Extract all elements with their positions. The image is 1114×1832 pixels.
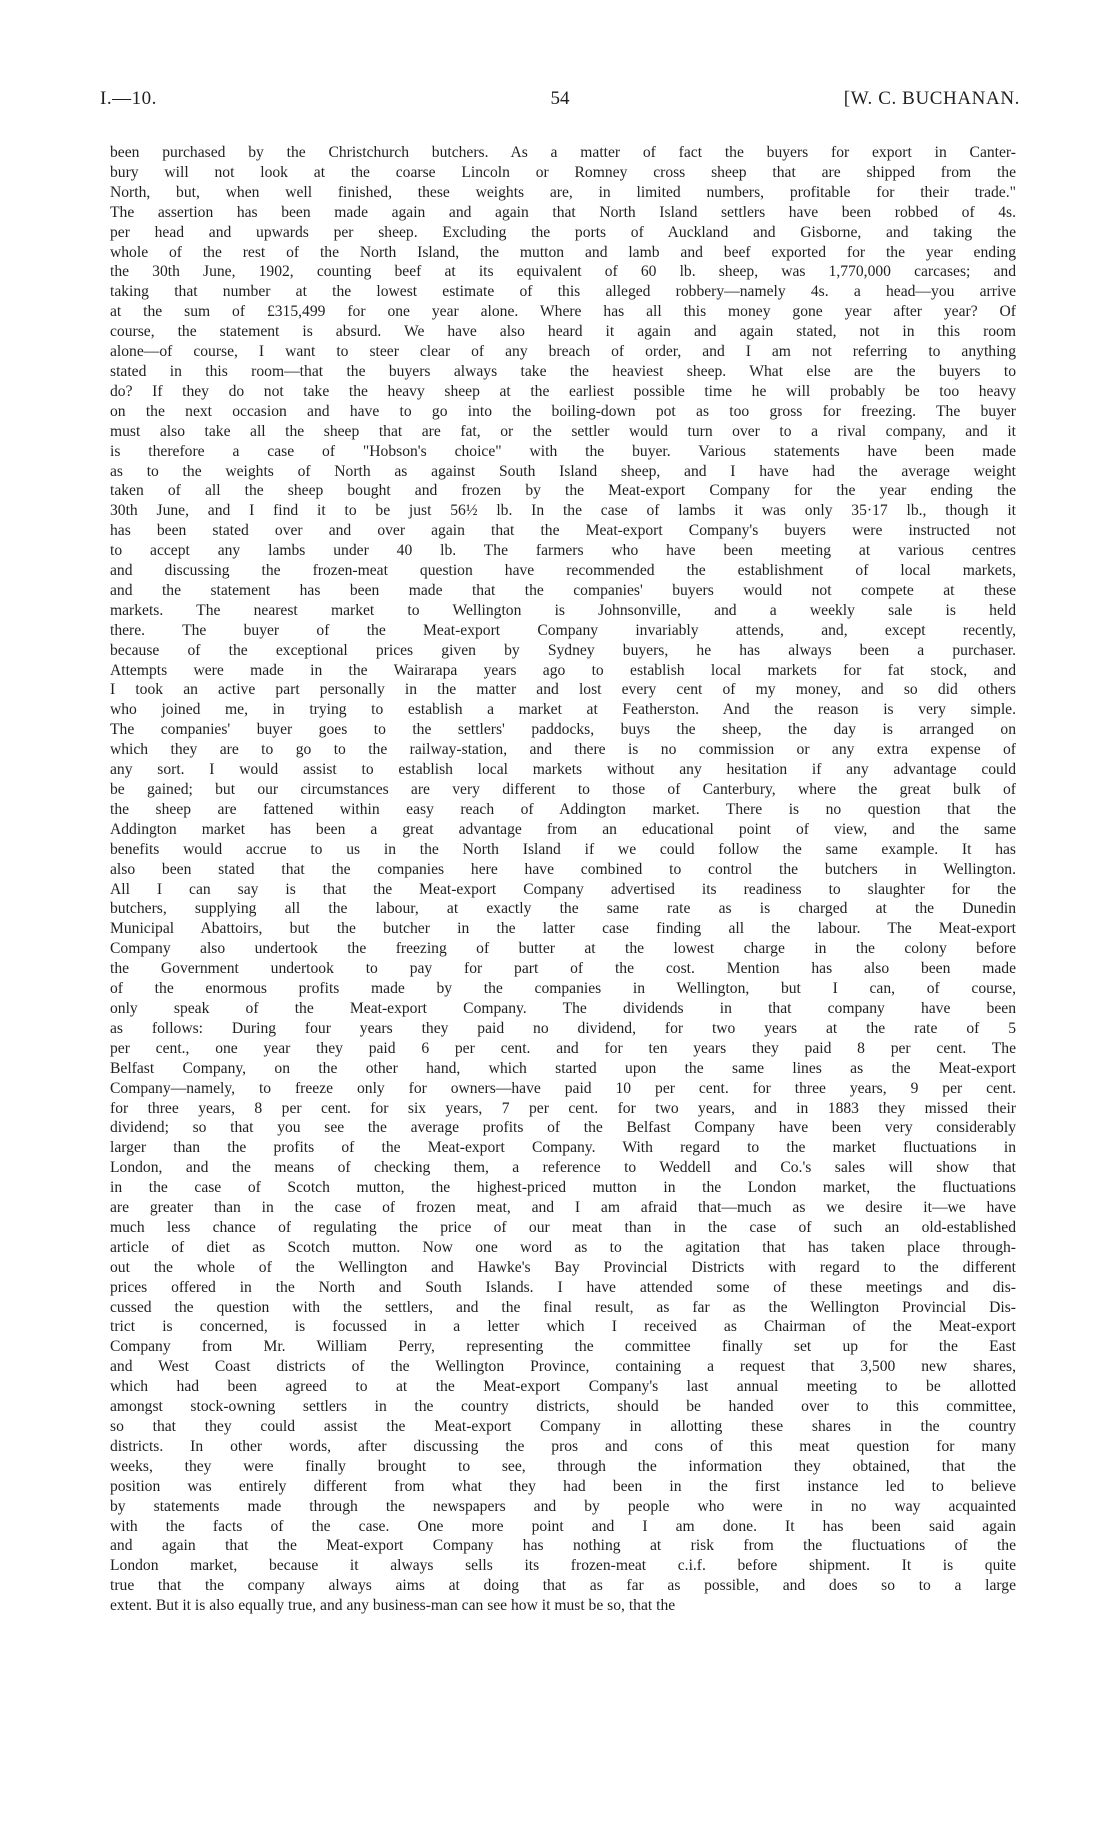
text-line: I took an active part personally in the matter and lost every cent of my money, and so did others (110, 681, 1016, 699)
text-line: as to the weights of North as against South Island sheep, and I have had the average weight (110, 462, 1016, 480)
text-line: has been stated over and over again that the Meat-export Company's buyers were instructed not (110, 522, 1016, 540)
text-line: larger than the profits of the Meat-export Company. With regard to the market fluctuations in (110, 1139, 1016, 1157)
text-line: the Government undertook to pay for part of the cost. Mention has also been made (110, 960, 1016, 978)
text-line: The companies' buyer goes to the settlers' paddocks, buys the sheep, the day is arranged on (110, 721, 1016, 739)
text-line: be gained; but our circumstances are very different to those of Canterbury, where the great bulk of (110, 781, 1016, 798)
speaker-name: [W. C. BUCHANAN. (843, 88, 1020, 109)
text-line: true that the company always aims at doing that as far as possible, and does so to a large (110, 1577, 1016, 1595)
text-line: at the sum of £315,499 for one year alone. Where has all this money gone year after year? Of (110, 303, 1016, 321)
text-line: there. The buyer of the Meat-export Company invariably attends, and, except recently, (110, 621, 1016, 639)
text-line: in the case of Scotch mutton, the highest-priced mutton in the London market, the fluctuations (110, 1179, 1016, 1197)
text-line: cussed the question with the settlers, and the final result, as far as the Wellington Provincial Dis- (110, 1298, 1016, 1316)
text-line: much less chance of regulating the price of our meat than in the case of such an old-established (110, 1218, 1016, 1236)
text-line: which had been agreed to at the Meat-export Company's last annual meeting to be allotted (110, 1378, 1016, 1396)
page-number: 54 (550, 88, 570, 109)
document-reference: I.—10. (100, 88, 157, 109)
text-line: which they are to go to the railway-station, and there is no commission or any extra expense of (110, 741, 1016, 759)
text-line: All I can say is that the Meat-export Company advertised its readiness to slaughter for the (110, 880, 1016, 898)
text-line: course, the statement is absurd. We have also heard it again and again stated, not in this room (110, 323, 1016, 341)
text-line: so that they could assist the Meat-export Company in allotting these shares in the country (110, 1418, 1016, 1435)
text-line: who joined me, in trying to establish a market at Featherston. And the reason is very simple. (110, 701, 1016, 719)
text-line: of the enormous profits made by the companies in Wellington, but I can, of course, (110, 980, 1016, 998)
text-line: by statements made through the newspapers and by people who were in no way acquainted (110, 1497, 1016, 1515)
text-line: whole of the rest of the North Island, the mutton and lamb and beef exported for the year ending (110, 243, 1016, 261)
text-line: markets. The nearest market to Wellington is Johnsonville, and a weekly sale is held (110, 601, 1016, 619)
text-line: the sheep are fattened within easy reach of Addington market. There is no question that the (110, 800, 1016, 818)
text-line: taken of all the sheep bought and frozen by the Meat-export Company for the year ending the (110, 482, 1016, 500)
text-line: and discussing the frozen-meat question have recommended the establishment of local markets, (110, 562, 1016, 580)
text-line: any sort. I would assist to establish local markets without any hesitation if any advantage could (110, 761, 1016, 779)
text-line: been purchased by the Christchurch butchers. As a matter of fact the buyers for export in Canter- (110, 144, 1016, 161)
text-line: article of diet as Scotch mutton. Now one word as to the agitation that has taken place through- (110, 1238, 1016, 1256)
text-line: on the next occasion and have to go into the boiling-down pot as too gross for freezing. The buyer (110, 402, 1016, 420)
text-line: benefits would accrue to us in the North Island if we could follow the same example. It has (110, 840, 1016, 858)
text-line: districts. In other words, after discussing the pros and cons of this meat question for many (110, 1437, 1016, 1455)
text-line: Municipal Abattoirs, but the butcher in the latter case finding all the labour. The Meat-export (110, 920, 1016, 938)
text-line: The assertion has been made again and again that North Island settlers have been robbed of 4s. (110, 203, 1016, 221)
text-line: prices offered in the North and South Islands. I have attended some of these meetings and dis- (110, 1278, 1016, 1296)
text-line: position was entirely different from what they had been in the first instance led to believe (110, 1477, 1016, 1495)
text-line: London, and the means of checking them, a reference to Weddell and Co.'s sales will show that (110, 1159, 1016, 1177)
text-line: Company also undertook the freezing of butter at the lowest charge in the colony before (110, 940, 1016, 958)
text-line: Company—namely, to freeze only for owners—have paid 10 per cent. for three years, 9 per cent. (110, 1079, 1016, 1097)
text-line: London market, because it always sells its frozen-meat c.i.f. before shipment. It is quite (110, 1557, 1016, 1575)
text-line: extent. But it is also equally true, and any business-man can see how it must be so, that the (110, 1597, 676, 1615)
text-line: alone—of course, I want to steer clear of any breach of order, and I am not referring to anything (110, 343, 1016, 361)
text-line: trict is concerned, is focussed in a letter which I received as Chairman of the Meat-export (110, 1318, 1016, 1336)
text-line: is therefore a case of "Hobson's choice" with the buyer. Various statements have been made (110, 442, 1016, 460)
text-line: with the facts of the case. One more point and I am done. It has been said again (110, 1517, 1016, 1535)
text-line: only speak of the Meat-export Company. The dividends in that company have been (110, 999, 1016, 1017)
text-line: and West Coast districts of the Wellington Province, containing a request that 3,500 new shares, (110, 1358, 1016, 1376)
body-text (110, 143, 1016, 1616)
text-line: bury will not look at the coarse Lincoln or Romney cross sheep that are shipped from the (110, 163, 1016, 181)
text-line: must also take all the sheep that are fat, or the settler would turn over to a rival company, and it (110, 422, 1016, 440)
text-line: per cent., one year they paid 6 per cent. and for ten years they paid 8 per cent. The (110, 1039, 1016, 1057)
text-line: and again that the Meat-export Company has nothing at risk from the fluctuations of the (110, 1537, 1016, 1555)
text-line: per head and upwards per sheep. Excluding the ports of Auckland and Gisborne, and taking the (110, 223, 1016, 241)
text-line: the 30th June, 1902, counting beef at its equivalent of 60 lb. sheep, was 1,770,000 carcases; and (110, 263, 1016, 281)
text-line: taking that number at the lowest estimate of this alleged robbery—namely 4s. a head—you arrive (110, 283, 1016, 301)
text-line: are greater than in the case of frozen meat, and I am afraid that—much as we desire it—we have (110, 1199, 1016, 1217)
text-line: because of the exceptional prices given by Sydney buyers, he has always been a purchaser. (110, 641, 1016, 659)
text-line: Belfast Company, on the other hand, which started upon the same lines as the Meat-export (110, 1059, 1016, 1077)
text-line: weeks, they were finally brought to see, through the information they obtained, that the (110, 1457, 1016, 1475)
text-line: do? If they do not take the heavy sheep at the earliest possible time he will probably be too heavy (110, 382, 1016, 400)
text-line: dividend; so that you see the average profits of the Belfast Company have been very considerably (110, 1119, 1016, 1137)
text-line: as follows: During four years they paid no dividend, for two years at the rate of 5 (110, 1019, 1016, 1037)
text-line: also been stated that the companies here have combined to control the butchers in Wellington. (110, 860, 1016, 878)
text-line: 30th June, and I find it to be just 56½ lb. In the case of lambs it was only 35·17 lb., though it (110, 502, 1016, 520)
text-line: and the statement has been made that the companies' buyers would not compete at these (110, 581, 1016, 599)
text-line: Attempts were made in the Wairarapa years ago to establish local markets for fat stock, and (110, 661, 1016, 679)
text-line: stated in this room—that the buyers always take the heaviest sheep. What else are the buyers to (110, 362, 1016, 380)
text-line: butchers, supplying all the labour, at exactly the same rate as is charged at the Dunedin (110, 900, 1016, 918)
text-line: out the whole of the Wellington and Hawke's Bay Provincial Districts with regard to the different (110, 1258, 1016, 1276)
page-header (100, 88, 1020, 118)
text-line: Addington market has been a great advantage from an educational point of view, and the same (110, 820, 1016, 838)
text-line: Company from Mr. William Perry, representing the committee finally set up for the East (110, 1338, 1016, 1356)
text-line: amongst stock-owning settlers in the country districts, should be handed over to this committee, (110, 1398, 1016, 1416)
text-line: to accept any lambs under 40 lb. The farmers who have been meeting at various centres (110, 542, 1016, 560)
text-line: for three years, 8 per cent. for six years, 7 per cent. for two years, and in 1883 they missed their (110, 1099, 1016, 1117)
text-line: North, but, when well finished, these weights are, in limited numbers, profitable for their trade." (110, 183, 1016, 201)
